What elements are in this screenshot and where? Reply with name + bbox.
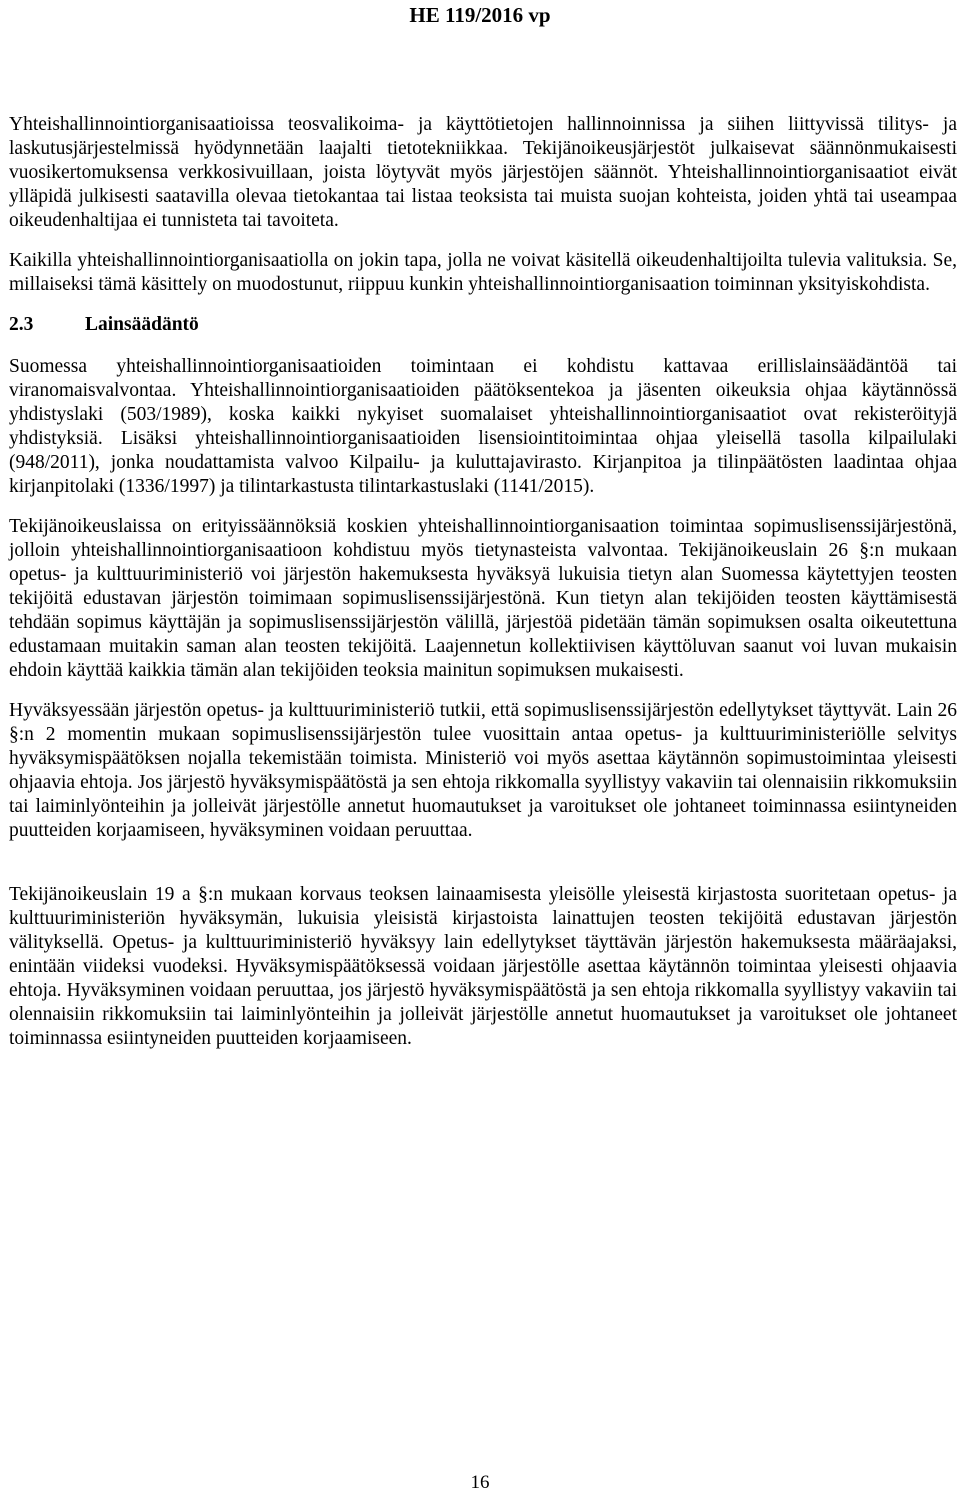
page-number: 16 — [470, 1472, 490, 1493]
section-title: Lainsäädäntö — [85, 314, 199, 335]
document-header: HE 119/2016 vp — [409, 3, 551, 27]
document-body — [9, 113, 957, 1067]
section-number: 2.3 — [9, 314, 34, 335]
paragraph: Yhteishallinnointiorganisaatioissa teosvalikoima- ja käyttötietojen hallinnoinnissa ja siihen liittyvissä tilitys- ja laskutusjärjestelmissä hyödynnetään laajalti tietotekniikkaa. Tekijänoikeusjärjestöt julkaisevat säännönmukaisesti vuosikertomuksensa verkkosivuillaan, joista löytyvät myös järjestöjen säännöt. Yhteishallinnointiorganisaatiot eivät ylläpidä julkisesti saatavilla olevaa tietokantaa tai listaa teoksista tai muista suojan kohteista, joiden yhtä tai useampaa oikeudenhaltijaa ei tunnisteta tai tavoiteta. — [9, 114, 957, 231]
paragraph: Tekijänoikeuslaissa on erityissäännöksiä koskien yhteishallinnointiorganisaation toimintaa sopimuslisenssijärjestönä, jolloin yhteishallinnointiorganisaatioon kohdistuu myös tietynasteista valvontaa. Tekijänoikeuslain 26 §:n mukaan opetus- ja kulttuuriministeriö voi järjestön hakemuksesta hyväksyä lukuisia tietyn alan Suomessa käytettyjen teosten tekijöitä edustavan järjestön toimimaan sopimuslisenssijärjestönä. Kun tietyn alan tekijöiden teosten käyttämisestä tehdään sopimus käyttäjän ja sopimuslisenssijärjestön välillä, järjestöä pidetään tämän sopimuksen osalta oikeutettuna edustamaan muitakin saman alan teosten tekijöitä. Laajennetun kollektiivisen käyttöluvan saanut voi luvan mukaisin ehdoin käyttää kaikkia tämän alan tekijöiden teoksia mainitun sopimuksen mukaisesti. — [9, 516, 957, 681]
paragraph: Hyväksyessään järjestön opetus- ja kulttuuriministeriö tutkii, että sopimuslisenssijärjestön edellytykset täyttyvät. Lain 26 §:n 2 momentin mukaan sopimuslisenssijärjestön tulee vuosittain antaa opetus- ja kulttuuriministeriölle selvitys hyväksymispäätöksen nojalla tekemistään toimista. Ministeriö voi myös asettaa käytännön sopimustoimintaa yleisesti ohjaavia ehtoja. Jos järjestö hyväksymispäätöstä ja sen ehtoja rikkomalla syyllistyy vakaviin tai olennaisiin rikkomuksiin tai laiminlyönteihin ja jolleivät järjestölle annetut huomautukset ja varoitukset ole johtaneet toiminnassa esiintyneiden puutteiden korjaamiseen, hyväksyminen voidaan peruuttaa. — [9, 700, 957, 841]
section-heading — [9, 313, 957, 337]
paragraph: Suomessa yhteishallinnointiorganisaatioiden toimintaan ei kohdistu kattavaa erillislainsäädäntöä tai viranomaisvalvontaa. Yhteishallinnointiorganisaatioiden päätöksentekoa ja jäsenten oikeuksia ohjaa käytännössä yhdistyslaki (503/1989), koska kaikki nykyiset suomalaiset yhteishallinnointiorganisaatiot ovat rekisteröityjä yhdistyksiä. Lisäksi yhteishallinnointiorganisaatioiden lisensiointitoimintaa ohjaa yleisellä tasolla kilpailulaki (948/2011), jonka noudattamista valvoo Kilpailu- ja kuluttajavirasto. Kirjanpitoa ja tilinpäätösten laadintaa ohjaa kirjanpitolaki (1336/1997) ja tilintarkastusta tilintarkastuslaki (1141/2015). — [9, 356, 957, 497]
paragraph: Tekijänoikeuslain 19 a §:n mukaan korvaus teoksen lainaamisesta yleisölle yleisestä kirjastosta suoritetaan opetus- ja kulttuuriministeriön hyväksymän, lukuisia yleisistä kirjastoista lainattujen teosten tekijöitä edustavan järjestön välityksellä. Opetus- ja kulttuuriministeriö hyväksyy lain edellytykset täyttävän järjestön hakemuksesta määräajaksi, enintään viideksi vuodeksi. Hyväksymispäätöksessä voidaan järjestölle asettaa käytännön toimintaa yleisesti ohjaavia ehtoja. Hyväksyminen voidaan peruuttaa, jos järjestö hyväksymispäätöstä ja sen ehtoja rikkomalla syyllistyy vakaviin tai olennaisiin rikkomuksiin tai laiminlyönteihin ja jolleivät järjestölle annetut huomautukset ja varoitukset ole johtaneet toiminnassa esiintyneiden puutteiden korjaamiseen. — [9, 884, 957, 1049]
paragraph: Kaikilla yhteishallinnointiorganisaatiolla on jokin tapa, jolla ne voivat käsitellä oikeudenhaltijoilta tulevia valituksia. Se, millaiseksi tämä käsittely on muodostunut, riippuu kunkin yhteishallinnointiorganisaation toiminnan yksityiskohdista. — [9, 250, 957, 295]
